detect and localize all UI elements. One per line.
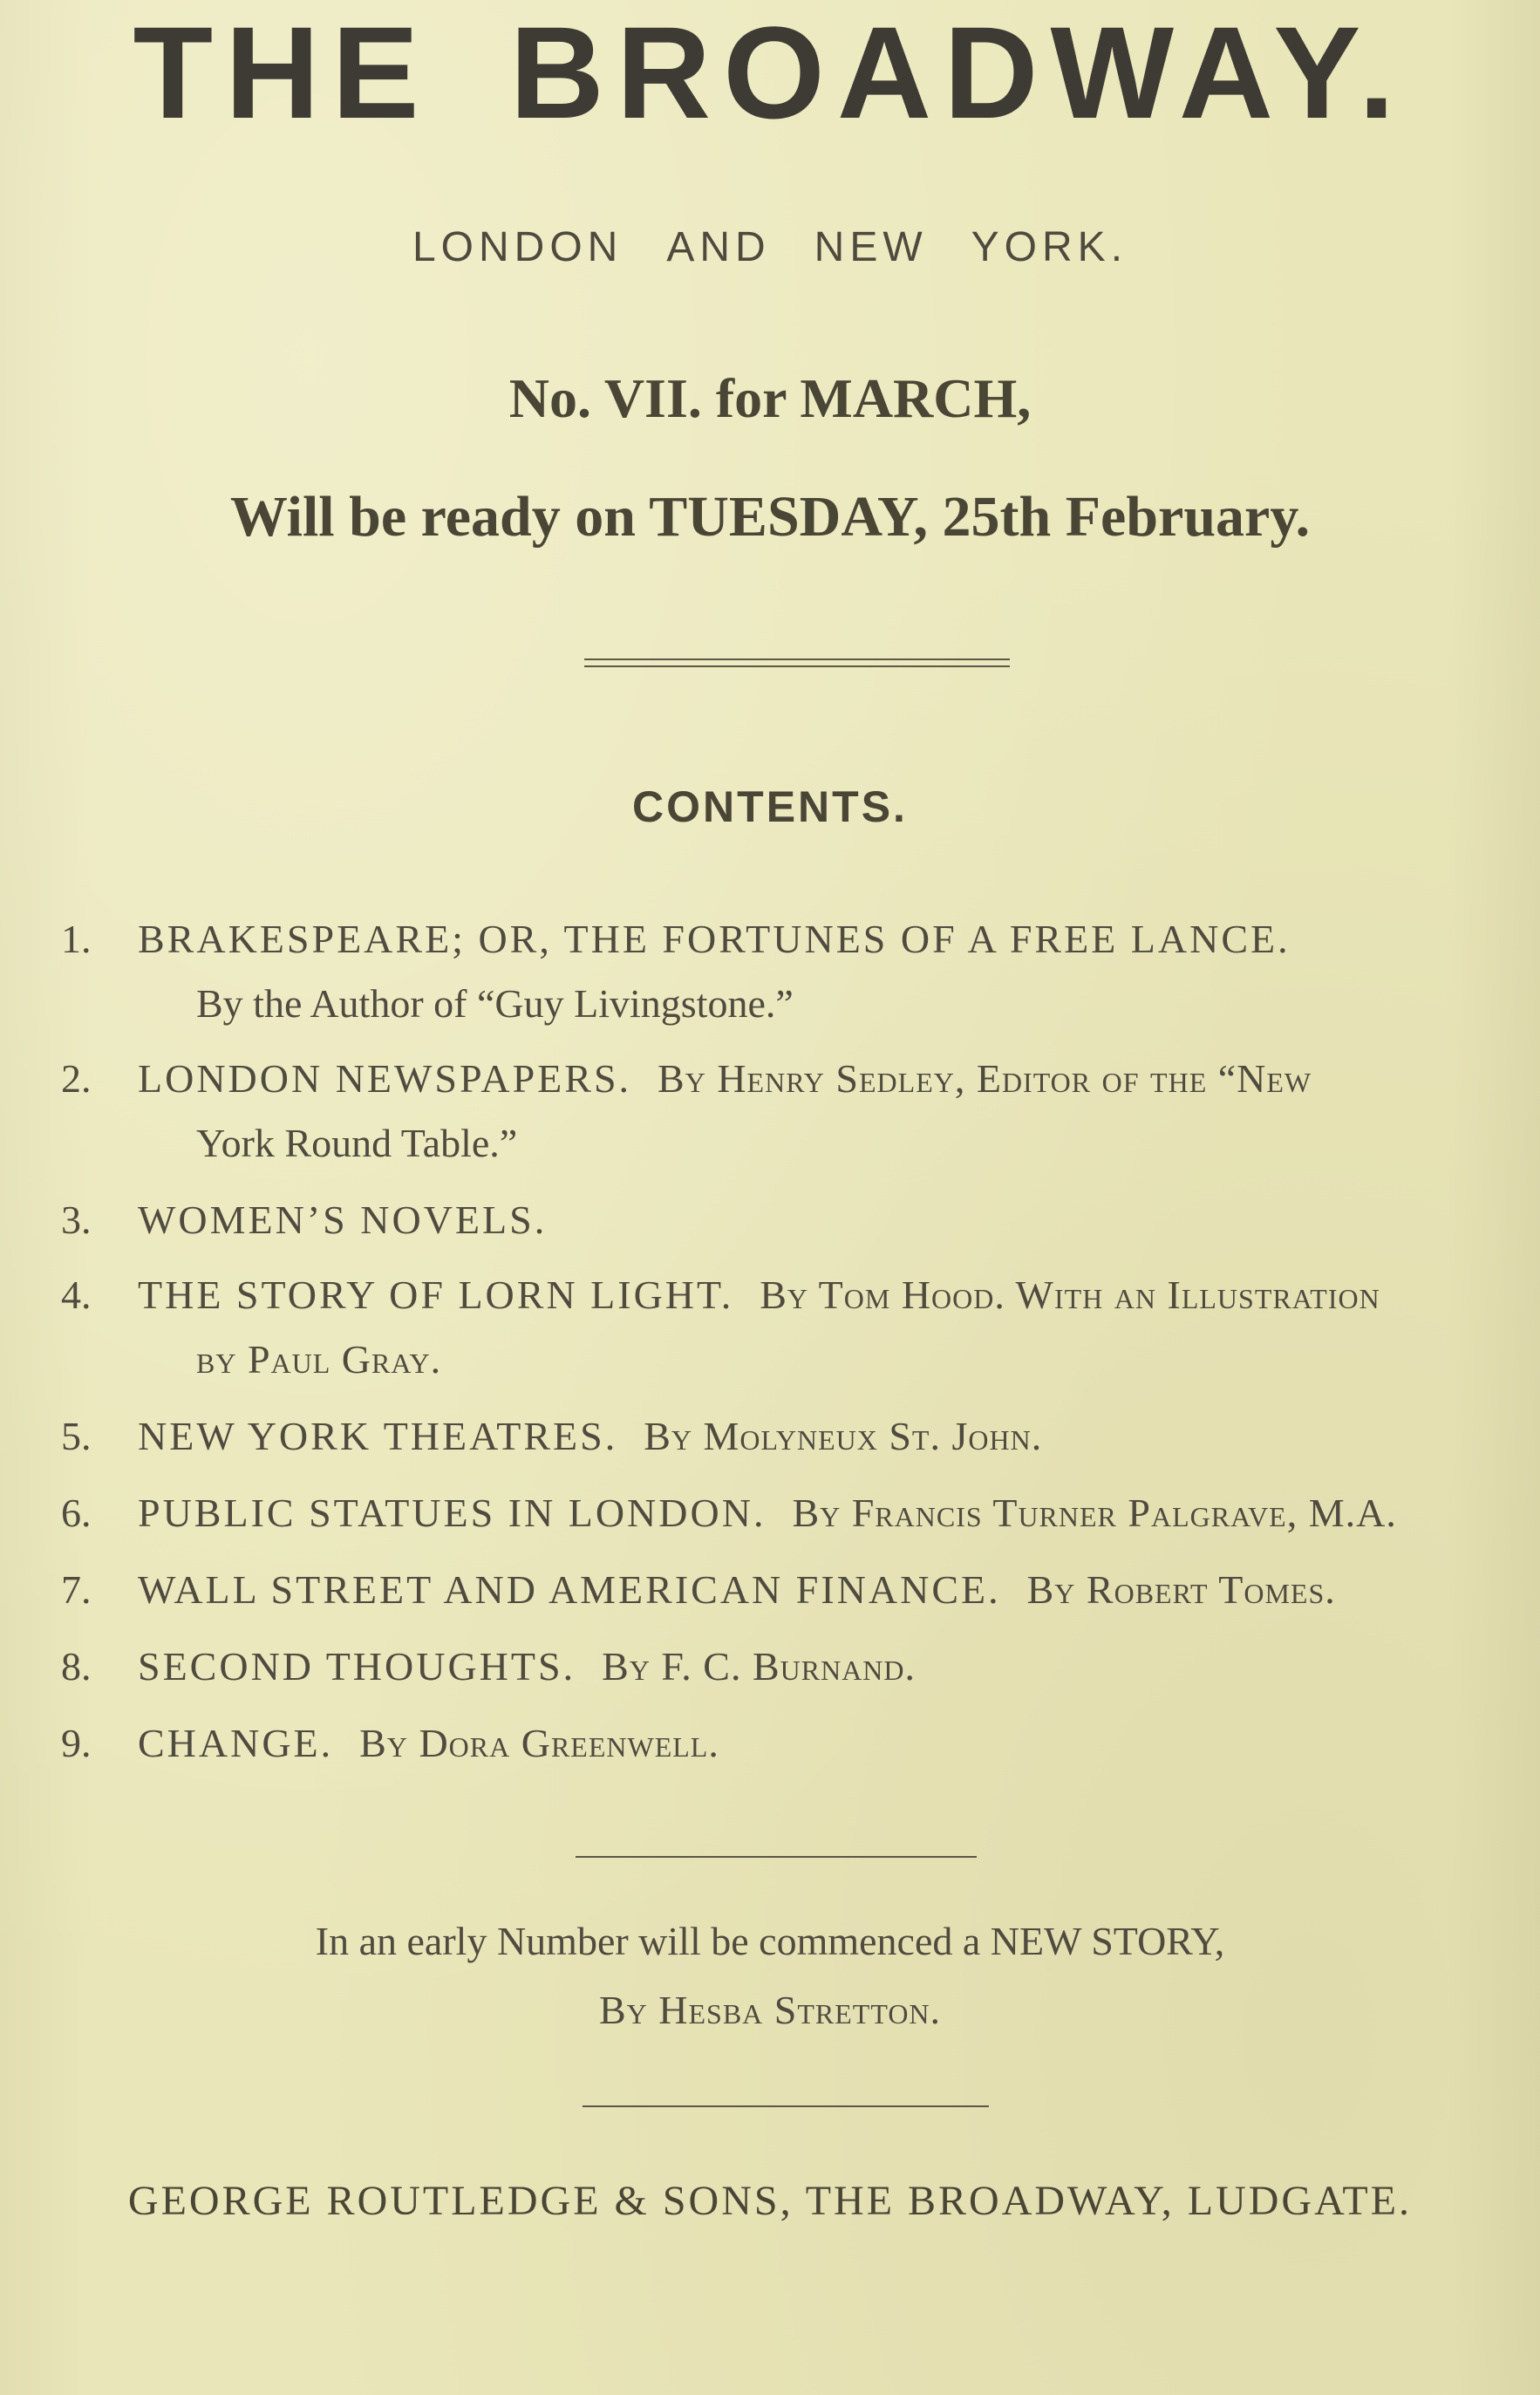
toc-item-line — [138, 1188, 1507, 1252]
rule-divider — [583, 2105, 989, 2107]
toc-item-title: CHANGE. — [138, 1721, 334, 1765]
contents-heading: CONTENTS. — [632, 782, 908, 831]
masthead-word-broadway: BROADWAY. — [509, 0, 1407, 146]
toc-item-title: PUBLIC STATUES IN LONDON. — [138, 1491, 767, 1535]
toc-item-number: 5. — [61, 1414, 92, 1458]
rule-divider — [576, 1856, 977, 1858]
toc-item-line — [138, 1481, 1507, 1545]
toc-item-line — [138, 1558, 1507, 1622]
toc-item-number: 1. — [61, 917, 92, 961]
toc-item-line — [138, 1711, 1507, 1776]
double-rule-divider — [584, 658, 1010, 667]
toc-item-line — [138, 1634, 1507, 1699]
toc-item-title: WOMEN’S NOVELS. — [138, 1198, 548, 1242]
toc-item-number: 2. — [61, 1056, 92, 1101]
toc-item-line — [138, 1263, 1507, 1327]
issue-number: No. VII. for MARCH, — [508, 367, 1032, 429]
toc-item-number: 9. — [61, 1721, 92, 1765]
cities-subtitle — [0, 224, 1540, 270]
toc-item-byline: By F. C. Burnand. — [602, 1644, 917, 1689]
toc-item-line — [138, 907, 1507, 972]
cities-word: LONDON — [412, 224, 623, 270]
toc-item-byline: By Tom Hood. With an Illustration — [760, 1273, 1380, 1317]
toc-item-title: NEW YORK THEATRES. — [138, 1414, 618, 1458]
new-story-announcement: In an early Number will be commenced a NEW STORY, — [315, 1919, 1225, 1963]
toc-item-title: LONDON NEWSPAPERS. — [138, 1056, 632, 1101]
toc-item-byline: By Henry Sedley, Editor of the “New — [658, 1056, 1312, 1101]
toc-item-title: WALL STREET AND AMERICAN FINANCE. — [138, 1567, 1001, 1612]
toc-item-line — [138, 1047, 1507, 1111]
toc-item-byline: By Robert Tomes. — [1026, 1567, 1336, 1612]
toc-item-title: BRAKESPEARE; OR, THE FORTUNES OF A FREE LANCE. — [138, 917, 1291, 961]
new-story-author: By Hesba Stretton. — [598, 1988, 942, 2032]
toc-item-continuation: by Paul Gray. — [196, 1337, 442, 1382]
toc-item-number: 3. — [61, 1198, 92, 1242]
toc-item-number: 6. — [61, 1491, 92, 1535]
toc-item-title: SECOND THOUGHTS. — [138, 1644, 576, 1689]
cities-word: AND — [666, 224, 771, 270]
toc-item-title: THE STORY OF LORN LIGHT. — [138, 1273, 734, 1317]
publisher-imprint: GEORGE ROUTLEDGE & SONS, THE BROADWAY, LUDGATE. — [127, 2178, 1413, 2224]
toc-item-continuation: By the Author of “Guy Livingstone.” — [196, 981, 794, 1026]
toc-item-continuation: York Round Table.” — [196, 1121, 518, 1165]
masthead-title — [0, 0, 1540, 146]
release-date: Will be ready on TUESDAY, 25th February. — [229, 485, 1311, 549]
cities-word: YORK. — [971, 224, 1128, 270]
toc-item-byline: By Dora Greenwell. — [359, 1721, 719, 1765]
cities-word: NEW — [814, 224, 928, 270]
toc-item-line — [138, 1404, 1507, 1469]
toc-item-number: 4. — [61, 1273, 92, 1317]
toc-item-number: 8. — [61, 1644, 92, 1689]
masthead-word-the: THE — [133, 0, 432, 146]
toc-item-byline: By Molyneux St. John. — [644, 1414, 1043, 1458]
toc-item-number: 7. — [61, 1567, 92, 1612]
toc-item-byline: By Francis Turner Palgrave, M.A. — [792, 1491, 1397, 1535]
